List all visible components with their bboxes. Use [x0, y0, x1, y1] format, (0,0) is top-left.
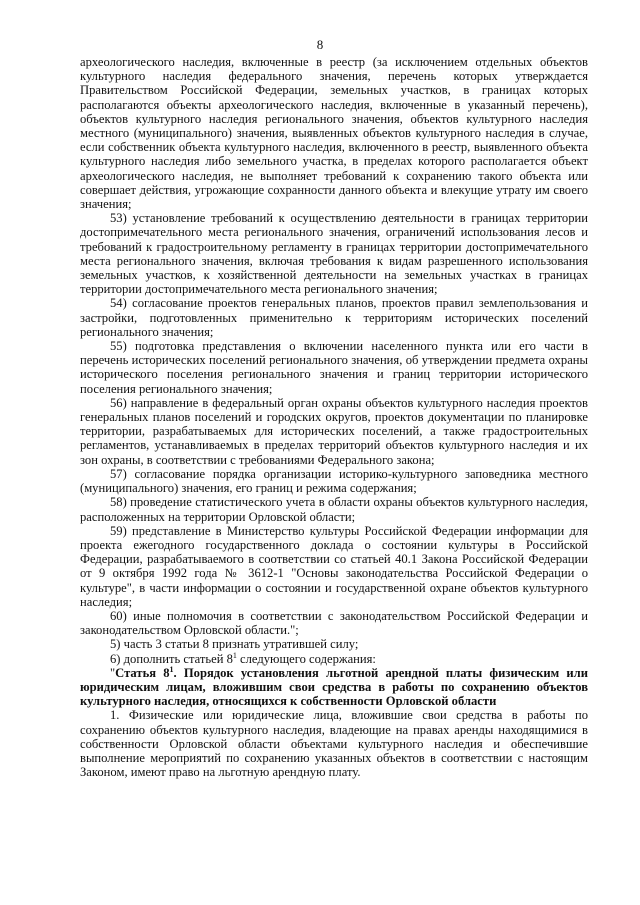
item-6-text-end: следующего содержания:	[236, 651, 376, 666]
paragraph-item-59: 59) представление в Министерство культуры Российской Федерации информации для проекта ежегодного государственного доклада о состоянии культуры в Российской Федерации, разрабатываемого в соответствии со статьей 40.1 Закона Российской Федерации от 9 октября 1992 года № 3612-1 "Основы законодательства Российской Федерации о культуре", в части информации о состоянии и государственной охране объектов культурного наследия;	[80, 523, 588, 609]
paragraph-item-5: 5) часть 3 статьи 8 признать утратившей силу;	[110, 637, 359, 652]
paragraph-item-56: 56) направление в федеральный орган охраны объектов культурного наследия проектов генеральных планов поселений и городских округов, проектов документации по планировке территории, разрабатываемых для исторических поселений, а также градостроительных регламентов, устанавливаемых в пределах территорий объектов культурного наследия и их зон охраны, в соответствии с требованиями Федерального закона;	[80, 395, 588, 467]
paragraph-item-54: 54) согласование проектов генеральных планов, проектов правил землепользования и застройки, подготовленных применительно к территориям исторических поселений регионального значения;	[80, 296, 588, 339]
paragraph-item-6	[80, 652, 588, 666]
paragraph-continuation: археологического наследия, включенные в реестр (за исключением отдельных объектов культурного наследия федерального значения, перечень которых утверждается Правительством Российской Федерации, земельных участков, в границах которых располагаются объекты археологического наследия, включенные в указанный перечень), объектов культурного наследия регионального значения, объектов культурного наследия местного (муниципального) значения, выявленных объектов культурного наследия в случае, если собственник объекта культурного наследия, включенного в реестр, выявленного объекта культурного наследия либо земельного участка, в пределах которого располагается объект археологического наследия, не выполняет требований к сохранению такого объекта или совершает действия, угрожающие сохранности данного объекта и влекущие утрату им своего значения;	[80, 55, 588, 212]
document-body	[80, 55, 588, 779]
item-6-superscript: 1	[232, 650, 237, 660]
page-number: 8	[316, 37, 324, 52]
paragraph-article-clause-1: 1. Физические или юридические лица, вложившие свои средства в работы по сохранению объектов культурного наследия, владеющие на правах аренды находящимися в собственности Орловской области объектами культурного наследия и обеспечившие выполнение мероприятий по сохранению указанных объектов в соответствии с настоящим Законом, имеют право на льготную арендную плату.	[80, 708, 588, 780]
paragraph-item-57: 57) согласование порядка организации историко-культурного заповедника местного (муниципального) значения, его границ и режима содержания;	[80, 466, 588, 496]
article-label: Статья 8	[115, 665, 170, 680]
article-heading	[80, 666, 588, 709]
paragraph-item-58: 58) проведение статистического учета в области охраны объектов культурного наследия, расположенных на территории Орловской области;	[80, 495, 588, 524]
item-6-text-start: 6) дополнить статьей 8	[110, 651, 233, 666]
article-title: . Порядок установления льготной арендной платы физическим или юридическим лицам, вложившим свои средства в работы по сохранению объектов культурного наследия, относящихся к собственности Орловской области	[80, 665, 588, 709]
paragraph-item-60: 60) иные полномочия в соответствии с законодательством Российской Федерации и законодательством Орловской области.";	[80, 608, 588, 638]
paragraph-item-53: 53) установление требований к осуществлению деятельности в границах территории достопримечательного места регионального значения, ограничений использования лесов и требований к градостроительному регламенту в границах территории достопримечательного места регионального значения, включая требования к видам разрешенного использования земельных участков, к хозяйственной деятельности на земельных участках в границах территории достопримечательного места регионального значения;	[80, 211, 588, 297]
article-superscript: 1	[169, 664, 174, 674]
paragraph-item-55: 55) подготовка представления о включении населенного пункта или его части в перечень исторических поселений регионального значения, об утверждении предмета охраны исторического поселения регионального значения и границ территории исторического поселения регионального значения;	[80, 339, 588, 396]
article-quote: "	[110, 665, 116, 680]
